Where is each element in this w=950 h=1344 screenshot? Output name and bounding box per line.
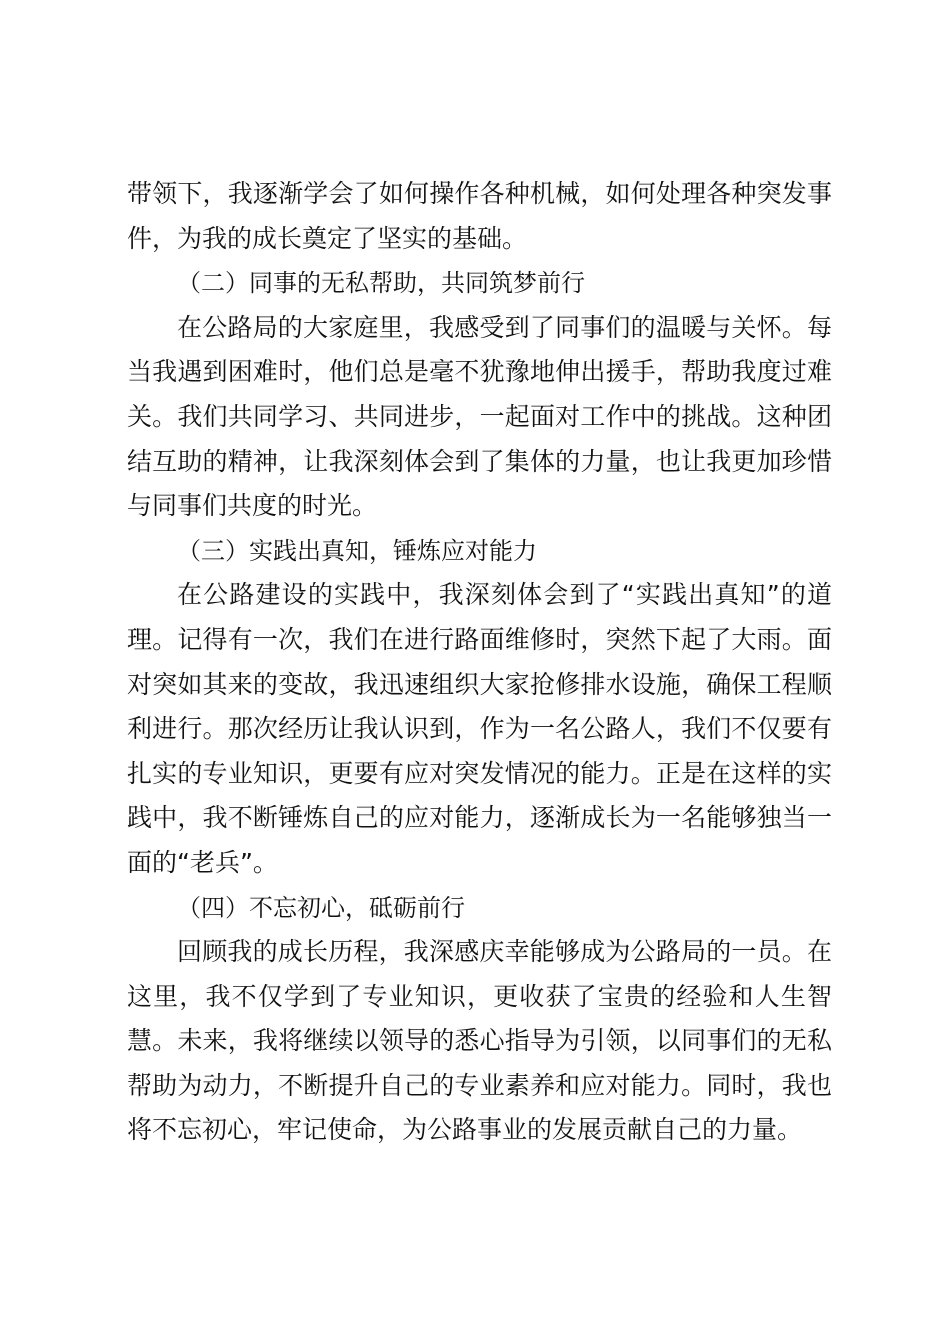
paragraph-original-aspiration: 回顾我的成长历程，我深感庆幸能够成为公路局的一员。在这里，我不仅学到了专业知识，更收获了宝贵的经验和人生智慧。未来，我将继续以领导的悉心指导为引领，以同事们的无私帮助为动力，不断提升自己的专业素养和应对能力。同时，我也将不忘初心，牢记使命，为公路事业的发展贡献自己的力量。: [127, 937, 832, 1145]
document-body: [127, 172, 832, 1153]
section-heading-3: （三）实践出真知，锤炼应对能力: [177, 536, 537, 565]
section-heading-2: （二）同事的无私帮助，共同筑梦前行: [177, 269, 585, 298]
paragraph-continuation: 带领下，我逐渐学会了如何操作各种机械，如何处理各种突发事件，为我的成长奠定了坚实的基础。: [127, 179, 832, 253]
paragraph-colleagues-help: 在公路局的大家庭里，我感受到了同事们的温暖与关怀。每当我遇到困难时，他们总是毫不犹豫地伸出援手，帮助我度过难关。我们共同学习、共同进步，一起面对工作中的挑战。这种团结互助的精神，让我深刻体会到了集体的力量，也让我更加珍惜与同事们共度的时光。: [127, 312, 832, 521]
paragraph-practice: 在公路建设的实践中，我深刻体会到了“实践出真知”的道理。记得有一次，我们在进行路面维修时，突然下起了大雨。面对突如其来的变故，我迅速组织大家抢修排水设施，确保工程顺利进行。那次经历让我认识到，作为一名公路人，我们不仅要有扎实的专业知识，更要有应对突发情况的能力。正是在这样的实践中，我不断锤炼自己的应对能力，逐渐成长为一名能够独当一面的“老兵”。: [127, 580, 832, 877]
section-heading-4: （四）不忘初心，砥砺前行: [177, 893, 465, 922]
